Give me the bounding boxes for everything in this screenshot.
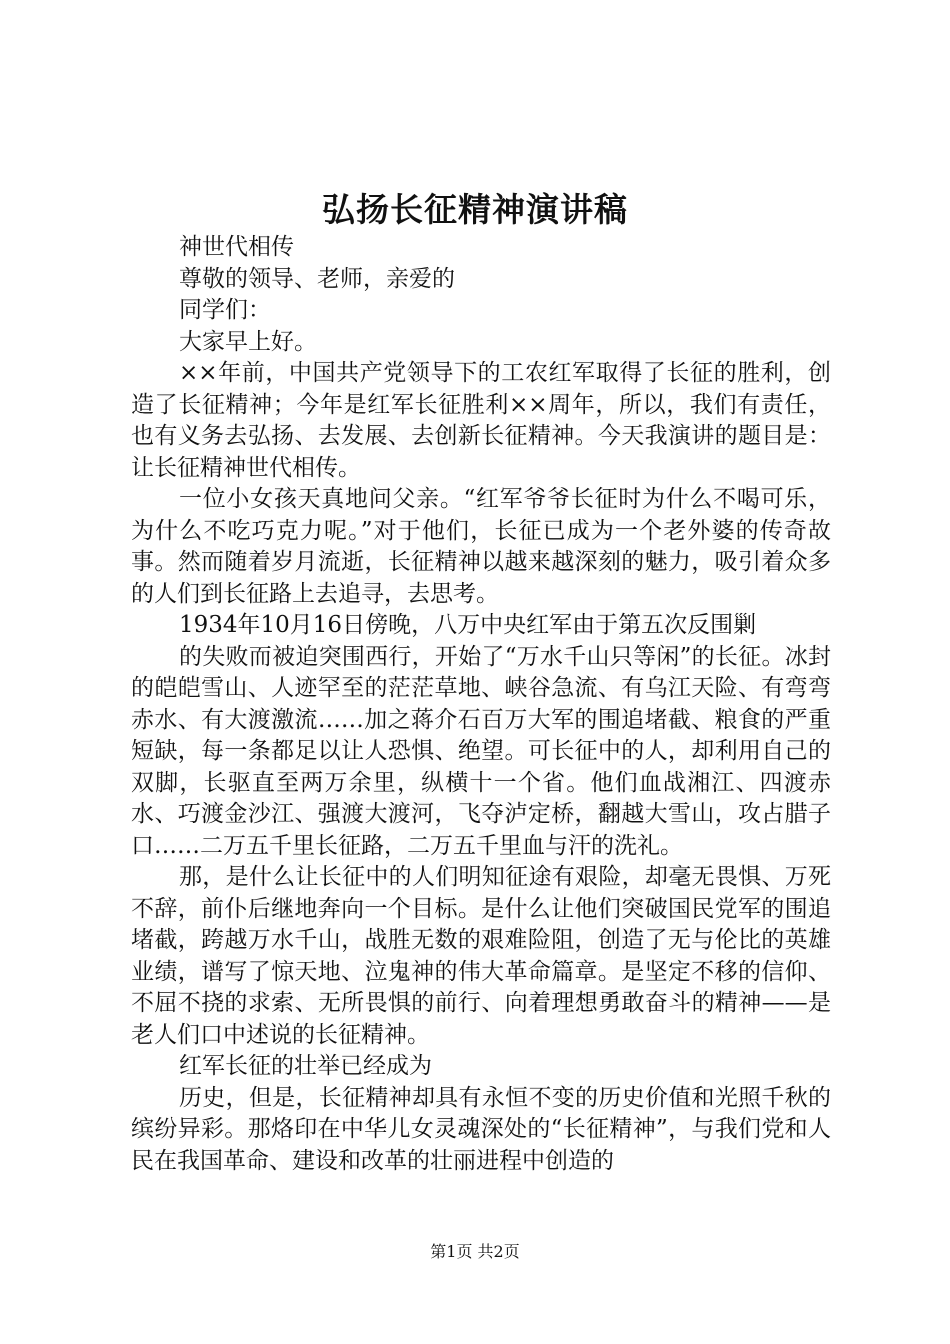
paragraph: 红军长征的壮举已经成为 [179,1053,432,1079]
page-footer: 第1页 共2页 [430,1242,520,1261]
document-body [131,232,831,1177]
paragraph: 大家早上好。 [179,328,317,355]
paragraph: 那，是什么让长征中的人们明知征途有艰险，却毫无畏惧、万死不辞，前仆后继地奔向一个目标。是什么让他们突破国民党军的围追堵截，跨越万水千山，战胜无数的艰难险阻，创造了无与伦比的英雄业绩，谱写了惊天地、泣鬼神的伟大革命篇章。是坚定不移的信仰、不屈不挠的求索、无所畏惧的前行、向着理想勇敢奋斗的精神——是老人们口中述说的长征精神。 [131,864,831,1048]
document-title: 弘扬长征精神演讲稿 [322,190,628,229]
paragraph: ××年前，中国共产党领导下的工农红军取得了长征的胜利，创造了长征精神；今年是红军长征胜利××周年，所以，我们有责任，也有义务去弘扬、去发展、去创新长征精神。今天我演讲的题目是：让长征精神世代相传。 [131,360,831,481]
paragraph: 历史，但是，长征精神却具有永恒不变的历史价值和光照千秋的缤纷异彩。那烙印在中华儿女灵魂深处的“长征精神”，与我们党和人民在我国革命、建设和改革的壮丽进程中创造的 [131,1084,831,1174]
paragraph: 神世代相传 [179,234,294,260]
paragraph: 同学们： [179,297,271,323]
paragraph: 的失败而被迫突围西行，开始了“万水千山只等闲”的长征。冰封的皑皑雪山、人迹罕至的茫茫草地、峡谷急流、有乌江天险、有弯弯赤水、有大渡激流……加之蒋介石百万大军的围追堵截、粮食的严重短缺，每一条都足以让人恐惧、绝望。可长征中的人，却利用自己的双脚，长驱直至两万余里，纵横十一个省。他们血战湘江、四渡赤水、巧渡金沙江、强渡大渡河，飞夺泸定桥，翻越大雪山，攻占腊子口……二万五千里长征路，二万五千里血与汗的洗礼。 [131,643,831,859]
paragraph: 1934年10月16日傍晚，八万中央红军由于第五次反围剿 [179,612,757,638]
paragraph: 一位小女孩天真地问父亲。“红军爷爷长征时为什么不喝可乐，为什么不吃巧克力呢。”对于他们，长征已成为一个老外婆的传奇故事。然而随着岁月流逝，长征精神以越来越深刻的魅力，吸引着众多的人们到长征路上去追寻，去思考。 [131,486,831,607]
paragraph: 尊敬的领导、老师，亲爱的 [179,265,455,292]
